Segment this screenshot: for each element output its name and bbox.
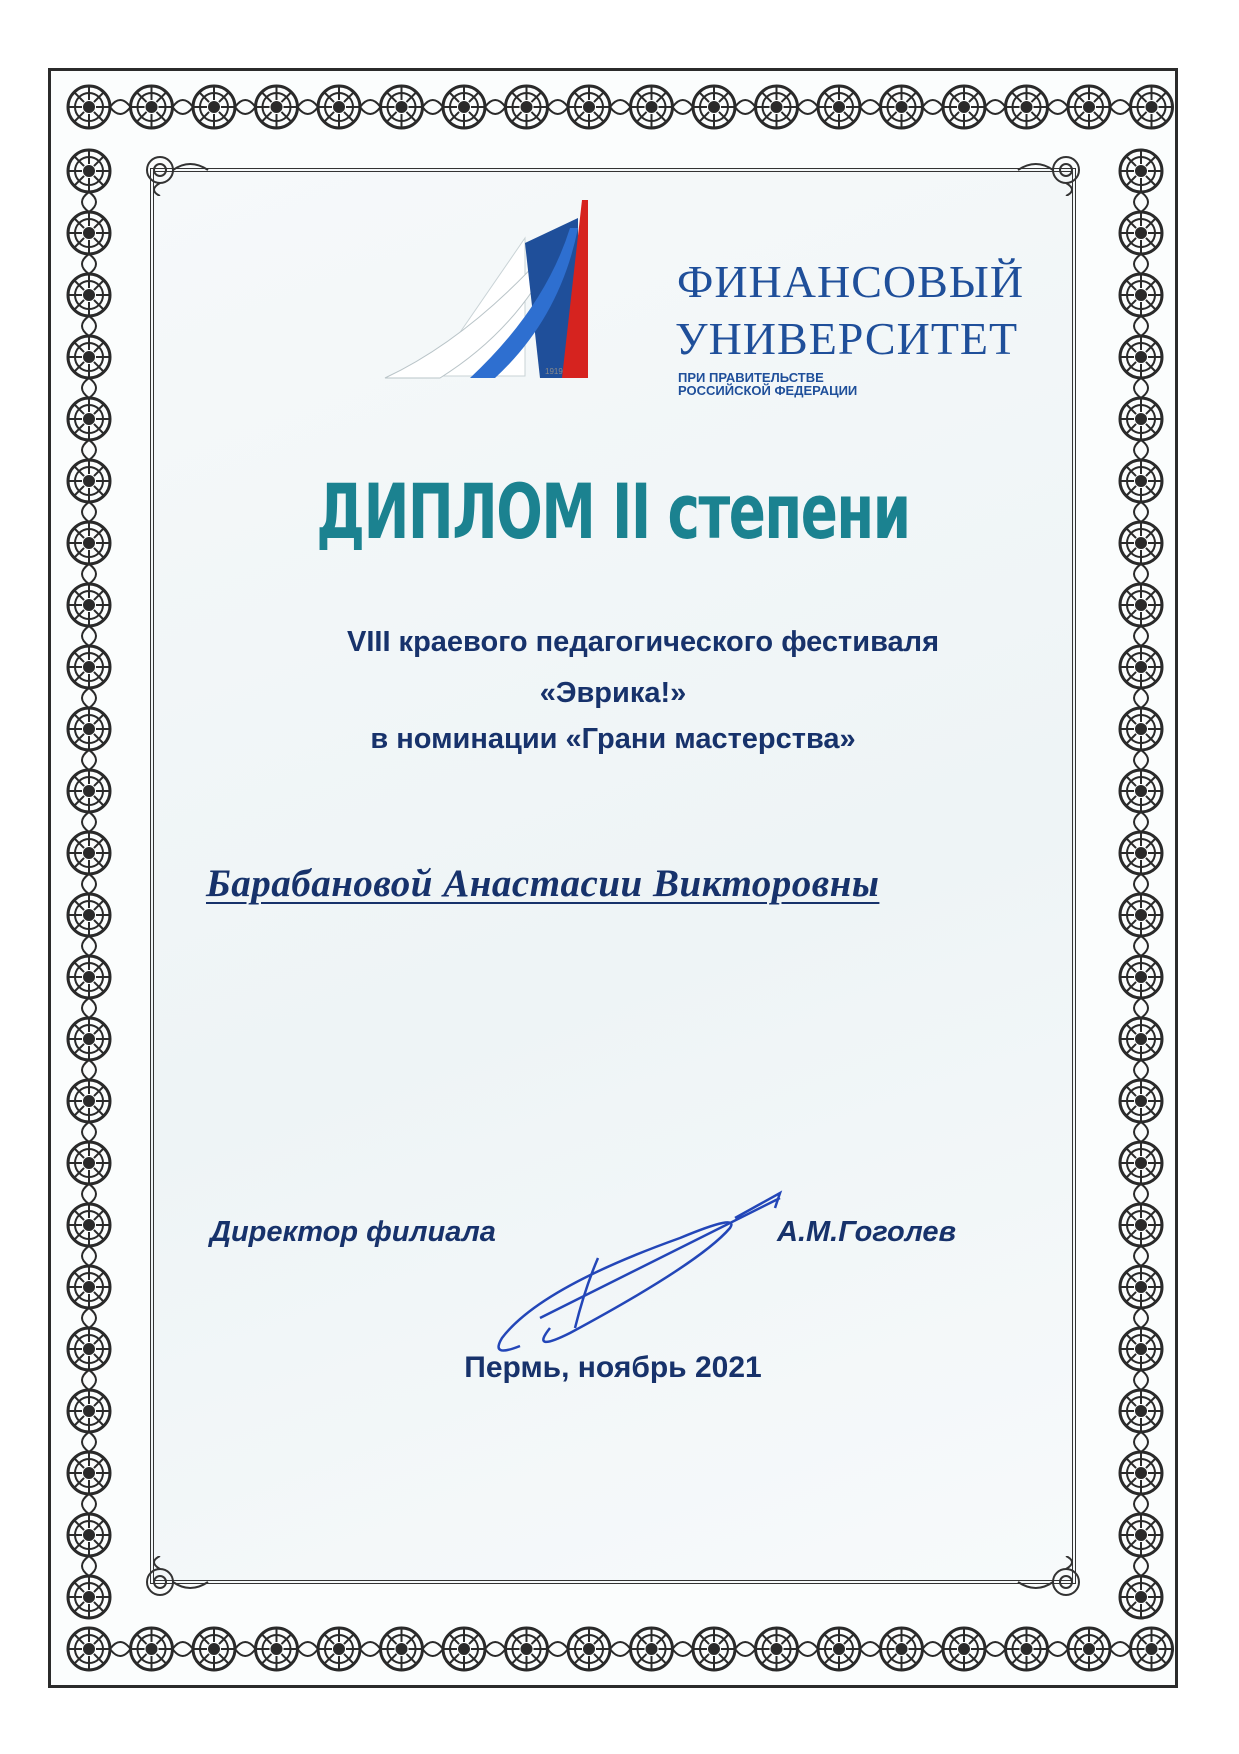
scroll-link-ornament [173,1642,194,1656]
rosette-ornament-icon [1120,1576,1162,1618]
scroll-link-ornament [82,564,96,584]
recipient-name: Барабановой Анастасии Викторовны [206,862,880,905]
scroll-link-ornament [235,1642,256,1656]
rosette-ornament-icon [1120,1514,1162,1556]
corner-ornament-icon [1016,150,1086,196]
scroll-link-ornament [485,1642,506,1656]
rosette-ornament-icon [68,956,110,998]
scroll-link-ornament [1134,1494,1148,1514]
scroll-link-ornament [82,626,96,646]
scroll-link-ornament [1134,192,1148,212]
rosette-ornament-icon [68,336,110,378]
scroll-link-ornament [82,1556,96,1576]
scroll-link-ornament [1048,100,1069,114]
rosette-ornament-icon [381,1628,423,1670]
rosette-ornament-icon [506,1628,548,1670]
scroll-link-ornament [298,100,319,114]
scroll-link-ornament [923,1642,944,1656]
rosette-ornament-icon [193,1628,235,1670]
rosette-ornament-icon [1120,1080,1162,1122]
rosette-ornament-icon [443,86,485,128]
rosette-ornament-icon [68,1142,110,1184]
rosette-ornament-icon [1006,1628,1048,1670]
rosette-ornament-icon [1120,1266,1162,1308]
rosette-ornament-icon [818,1628,860,1670]
rosette-ornament-icon [68,584,110,626]
ornament-border-top [52,72,1174,142]
scroll-link-ornament [610,100,631,114]
founding-year: 1919 [545,367,563,376]
corner-ornament-icon [1016,1556,1086,1602]
rosette-ornament-icon [68,1390,110,1432]
rosette-ornament-icon [68,398,110,440]
scroll-link-ornament [1134,936,1148,956]
scroll-link-ornament [82,750,96,770]
scroll-link-ornament [548,1642,569,1656]
scroll-link-ornament [485,100,506,114]
scroll-link-ornament [82,874,96,894]
rosette-ornament-icon [68,274,110,316]
rosette-ornament-icon [1120,398,1162,440]
rosette-ornament-icon [68,1328,110,1370]
rosette-ornament-icon [68,1576,110,1618]
rosette-ornament-icon [68,1514,110,1556]
scroll-link-ornament [1134,998,1148,1018]
scroll-link-ornament [923,100,944,114]
festival-name: «Эврика!» [539,677,687,709]
university-subtitle: ПРИ ПРАВИТЕЛЬСТВЕ РОССИЙСКОЙ ФЕДЕРАЦИИ [678,370,858,398]
ornament-border-bottom [52,1614,1174,1684]
inner-double-border [150,168,1076,1584]
rosette-ornament-icon [443,1628,485,1670]
rosette-ornament-icon [68,1204,110,1246]
rosette-ornament-icon [1120,522,1162,564]
scroll-link-ornament [1134,626,1148,646]
rosette-ornament-icon [693,1628,735,1670]
scroll-link-ornament [82,440,96,460]
scroll-link-ornament [735,100,756,114]
rosette-ornament-icon [68,460,110,502]
scroll-link-ornament [82,1370,96,1390]
signer-name: А.М.Гоголев [777,1216,957,1248]
scroll-link-ornament [673,100,694,114]
rosette-ornament-icon [318,86,360,128]
rosette-ornament-icon [68,522,110,564]
scroll-link-ornament [82,254,96,274]
rosette-ornament-icon [631,1628,673,1670]
scroll-link-ornament [1134,254,1148,274]
scroll-link-ornament [1134,750,1148,770]
rosette-ornament-icon [131,1628,173,1670]
rosette-ornament-icon [1120,212,1162,254]
university-name-line1: ФИНАНСОВЫЙ [677,256,1025,307]
scroll-link-ornament [82,936,96,956]
scroll-link-ornament [82,1122,96,1142]
rosette-ornament-icon [568,86,610,128]
rosette-ornament-icon [943,86,985,128]
scroll-link-ornament [985,100,1006,114]
rosette-ornament-icon [1120,708,1162,750]
scroll-link-ornament [548,100,569,114]
rosette-ornament-icon [943,1628,985,1670]
rosette-ornament-icon [631,86,673,128]
rosette-ornament-icon [68,212,110,254]
scroll-link-ornament [610,1642,631,1656]
rosette-ornament-icon [381,86,423,128]
scroll-link-ornament [82,1184,96,1204]
rosette-ornament-icon [1120,1328,1162,1370]
scroll-link-ornament [423,100,444,114]
scroll-link-ornament [860,1642,881,1656]
scroll-link-ornament [1134,688,1148,708]
rosette-ornament-icon [256,1628,298,1670]
rosette-ornament-icon [1120,646,1162,688]
rosette-ornament-icon [881,86,923,128]
rosette-ornament-icon [1120,274,1162,316]
scroll-link-ornament [1134,1308,1148,1328]
rosette-ornament-icon [68,646,110,688]
scroll-link-ornament [1134,1060,1148,1080]
scroll-link-ornament [82,1494,96,1514]
scroll-link-ornament [1134,378,1148,398]
rosette-ornament-icon [1120,1142,1162,1184]
scroll-link-ornament [1134,812,1148,832]
scroll-link-ornament [1134,874,1148,894]
scroll-link-ornament [673,1642,694,1656]
scroll-link-ornament [1134,1556,1148,1576]
scroll-link-ornament [82,192,96,212]
scroll-link-ornament [1134,1122,1148,1142]
scroll-link-ornament [1048,1642,1069,1656]
scroll-link-ornament [735,1642,756,1656]
scroll-link-ornament [860,100,881,114]
rosette-ornament-icon [68,832,110,874]
rosette-ornament-icon [68,150,110,192]
rosette-ornament-icon [1006,86,1048,128]
festival-line: VIII краевого педагогического фестиваля [346,626,940,658]
scroll-link-ornament [235,100,256,114]
scroll-link-ornament [360,100,381,114]
rosette-ornament-icon [1120,1018,1162,1060]
rosette-ornament-icon [68,1080,110,1122]
corner-ornament-icon [140,1556,210,1602]
rosette-ornament-icon [881,1628,923,1670]
scroll-link-ornament [1134,502,1148,522]
ornament-border-left [52,72,126,1684]
scroll-link-ornament [1134,1246,1148,1266]
rosette-ornament-icon [131,86,173,128]
rosette-ornament-icon [1120,460,1162,502]
scroll-link-ornament [82,1432,96,1452]
ornament-border-right [1104,72,1178,1684]
rosette-ornament-icon [1120,1204,1162,1246]
rosette-ornament-icon [68,770,110,812]
rosette-ornament-icon [68,1018,110,1060]
rosette-ornament-icon [1120,956,1162,998]
rosette-ornament-icon [1120,584,1162,626]
scroll-link-ornament [82,688,96,708]
diploma-title: ДИПЛОМ II степени [316,467,910,556]
rosette-ornament-icon [68,708,110,750]
university-name-line2: УНИВЕРСИТЕТ [675,313,1019,364]
place-date: Пермь, ноябрь 2021 [464,1351,762,1384]
rosette-ornament-icon [1120,894,1162,936]
scroll-link-ornament [82,502,96,522]
rosette-ornament-icon [1120,1390,1162,1432]
scroll-link-ornament [798,100,819,114]
rosette-ornament-icon [1120,832,1162,874]
scroll-link-ornament [298,1642,319,1656]
scroll-link-ornament [798,1642,819,1656]
scroll-link-ornament [1134,1370,1148,1390]
signer-role: Директор филиала [210,1216,496,1248]
scroll-link-ornament [360,1642,381,1656]
scroll-link-ornament [1134,316,1148,336]
scroll-link-ornament [82,1308,96,1328]
rosette-ornament-icon [818,86,860,128]
rosette-ornament-icon [256,86,298,128]
scroll-link-ornament [1134,1184,1148,1204]
rosette-ornament-icon [568,1628,610,1670]
rosette-ornament-icon [693,86,735,128]
rosette-ornament-icon [756,86,798,128]
corner-ornament-icon [140,150,210,196]
scroll-link-ornament [82,998,96,1018]
scroll-link-ornament [985,1642,1006,1656]
rosette-ornament-icon [318,1628,360,1670]
rosette-ornament-icon [193,86,235,128]
scroll-link-ornament [173,100,194,114]
scroll-link-ornament [82,1246,96,1266]
scroll-link-ornament [82,1060,96,1080]
rosette-ornament-icon [68,1266,110,1308]
rosette-ornament-icon [1120,1452,1162,1494]
scroll-link-ornament [1134,564,1148,584]
scroll-link-ornament [1134,1432,1148,1452]
scroll-link-ornament [82,316,96,336]
rosette-ornament-icon [756,1628,798,1670]
rosette-ornament-icon [68,894,110,936]
rosette-ornament-icon [68,1452,110,1494]
nomination-line: в номинации «Грани мастерства» [370,723,856,755]
rosette-ornament-icon [1120,150,1162,192]
rosette-ornament-icon [1120,336,1162,378]
scroll-link-ornament [1134,440,1148,460]
scroll-link-ornament [82,812,96,832]
rosette-ornament-icon [1120,770,1162,812]
scroll-link-ornament [82,378,96,398]
rosette-ornament-icon [506,86,548,128]
scroll-link-ornament [423,1642,444,1656]
